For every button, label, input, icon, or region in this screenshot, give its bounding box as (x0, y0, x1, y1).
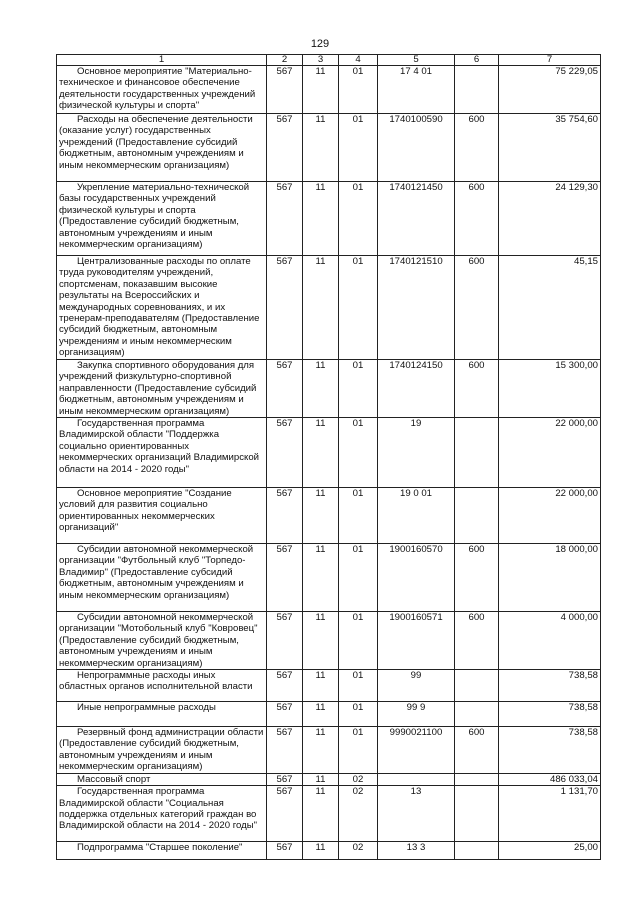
cell-section: 11 (303, 360, 339, 418)
cell-ministry: 567 (267, 114, 303, 182)
row-description: Расходы на обеспечение деятельности (оказание услуг) государственных учреждений (Предоставление субсидий бюджетным, автономным учреждениям и иным некоммерческим организациям) (57, 114, 267, 182)
cell-expense-type: 600 (455, 544, 499, 612)
cell-expense-type (455, 702, 499, 727)
cell-subsection: 01 (339, 612, 378, 670)
table-row (57, 256, 601, 360)
cell-expense-type (455, 842, 499, 860)
cell-amount: 75 229,05 (499, 66, 601, 114)
table-row (57, 360, 601, 418)
cell-ministry: 567 (267, 670, 303, 702)
row-description: Субсидии автономной некоммерческой организации "Мотобольный клуб "Ковровец" (Предоставление субсидий бюджетным, автономным учреждениям и иным некоммерческим организациям) (57, 612, 267, 670)
col-header-7: 7 (499, 55, 601, 66)
cell-ministry: 567 (267, 418, 303, 488)
cell-amount: 4 000,00 (499, 612, 601, 670)
row-description: Закупка спортивного оборудования для учреждений физкультурно-спортивной направленности (Предоставление субсидий бюджетным, автономным учреждениям и иным некоммерческим организациям) (57, 360, 267, 418)
cell-expense-type (455, 670, 499, 702)
cell-expense-type (455, 418, 499, 488)
cell-amount: 486 033,04 (499, 773, 601, 785)
cell-target-item (378, 773, 455, 785)
table-row (57, 544, 601, 612)
table-body (57, 66, 601, 860)
cell-target-item: 19 (378, 418, 455, 488)
cell-section: 11 (303, 488, 339, 544)
cell-section: 11 (303, 702, 339, 727)
cell-target-item: 1740100590 (378, 114, 455, 182)
cell-amount: 22 000,00 (499, 488, 601, 544)
cell-subsection: 02 (339, 786, 378, 842)
cell-subsection: 01 (339, 727, 378, 774)
cell-subsection: 01 (339, 488, 378, 544)
cell-ministry: 567 (267, 702, 303, 727)
cell-ministry: 567 (267, 786, 303, 842)
cell-section: 11 (303, 182, 339, 256)
table-row (57, 182, 601, 256)
row-description: Государственная программа Владимирской области "Социальная поддержка отдельных категорий граждан во Владимирской области на 2014 - 2020 годы" (57, 786, 267, 842)
cell-expense-type (455, 66, 499, 114)
row-description: Подпрограмма "Старшее поколение" (57, 842, 267, 860)
cell-subsection: 01 (339, 702, 378, 727)
cell-subsection: 01 (339, 66, 378, 114)
cell-section: 11 (303, 612, 339, 670)
cell-ministry: 567 (267, 612, 303, 670)
cell-section: 11 (303, 544, 339, 612)
table-row (57, 114, 601, 182)
page-number: 129 (310, 38, 330, 50)
col-header-5: 5 (378, 55, 455, 66)
cell-amount: 15 300,00 (499, 360, 601, 418)
cell-subsection: 01 (339, 114, 378, 182)
cell-target-item: 1740121510 (378, 256, 455, 360)
table-row (57, 612, 601, 670)
table-header (57, 55, 601, 66)
cell-target-item: 99 9 (378, 702, 455, 727)
col-header-3: 3 (303, 55, 339, 66)
table-row (57, 727, 601, 774)
row-description: Массовый спорт (57, 773, 267, 785)
row-description: Резервный фонд администрации области (Предоставление субсидий бюджетным, автономным учреждениям и иным некоммерческим организациям) (57, 727, 267, 774)
cell-section: 11 (303, 66, 339, 114)
row-description: Непрограммные расходы иных областных органов исполнительной власти (57, 670, 267, 702)
cell-expense-type: 600 (455, 256, 499, 360)
cell-ministry: 567 (267, 488, 303, 544)
cell-target-item: 1900160570 (378, 544, 455, 612)
cell-expense-type (455, 786, 499, 842)
cell-amount: 738,58 (499, 702, 601, 727)
row-description: Субсидии автономной некоммерческой организации "Футбольный клуб "Торпедо-Владимир" (Предоставление субсидий бюджетным, автономным учреждениям и иным некоммерческим организациям) (57, 544, 267, 612)
table-row (57, 670, 601, 702)
cell-section: 11 (303, 786, 339, 842)
cell-expense-type: 600 (455, 612, 499, 670)
cell-target-item: 99 (378, 670, 455, 702)
row-description: Централизованные расходы по оплате труда руководителям учреждений, спортсменам, показавшим высокие результаты на Всероссийских и международных соревнованиях, и их тренерам-преподавателям (Предоставление субсидий бюджетным, автономным учреждениям и иным некоммерческим организациям) (57, 256, 267, 360)
cell-ministry: 567 (267, 360, 303, 418)
cell-expense-type (455, 773, 499, 785)
cell-subsection: 02 (339, 773, 378, 785)
row-description: Государственная программа Владимирской области "Поддержка социально ориентированных некоммерческих организаций Владимирской области на 2014 - 2020 годы" (57, 418, 267, 488)
table-row (57, 66, 601, 114)
cell-ministry: 567 (267, 256, 303, 360)
row-description: Основное мероприятие "Материально-техническое и финансовое обеспечение деятельности государственных учреждений физической культуры и спорта" (57, 66, 267, 114)
col-header-1: 1 (57, 55, 267, 66)
cell-amount: 22 000,00 (499, 418, 601, 488)
cell-section: 11 (303, 418, 339, 488)
cell-amount: 45,15 (499, 256, 601, 360)
cell-subsection: 01 (339, 256, 378, 360)
cell-subsection: 02 (339, 842, 378, 860)
cell-subsection: 01 (339, 360, 378, 418)
col-header-2: 2 (267, 55, 303, 66)
table-row (57, 786, 601, 842)
cell-section: 11 (303, 842, 339, 860)
cell-amount: 18 000,00 (499, 544, 601, 612)
cell-target-item: 9990021100 (378, 727, 455, 774)
row-description: Основное мероприятие "Создание условий для развития социально ориентированных некоммерческих организаций" (57, 488, 267, 544)
row-description: Укрепление материально-технической базы государственных учреждений физической культуры и спорта (Предоставление субсидий бюджетным, автономным учреждениям и иным некоммерческим организациям) (57, 182, 267, 256)
cell-subsection: 01 (339, 544, 378, 612)
cell-section: 11 (303, 727, 339, 774)
cell-subsection: 01 (339, 182, 378, 256)
cell-ministry: 567 (267, 842, 303, 860)
header-row (57, 55, 601, 66)
table-row (57, 488, 601, 544)
cell-target-item: 1740124150 (378, 360, 455, 418)
table-row (57, 418, 601, 488)
cell-amount: 25,00 (499, 842, 601, 860)
cell-amount: 738,58 (499, 670, 601, 702)
cell-expense-type (455, 488, 499, 544)
cell-subsection: 01 (339, 670, 378, 702)
cell-section: 11 (303, 114, 339, 182)
cell-ministry: 567 (267, 544, 303, 612)
cell-ministry: 567 (267, 66, 303, 114)
cell-ministry: 567 (267, 727, 303, 774)
cell-amount: 35 754,60 (499, 114, 601, 182)
cell-target-item: 17 4 01 (378, 66, 455, 114)
cell-target-item: 1900160571 (378, 612, 455, 670)
cell-expense-type: 600 (455, 114, 499, 182)
table-row (57, 773, 601, 785)
cell-target-item: 19 0 01 (378, 488, 455, 544)
cell-target-item: 1740121450 (378, 182, 455, 256)
cell-target-item: 13 (378, 786, 455, 842)
budget-table (56, 54, 601, 860)
cell-amount: 738,58 (499, 727, 601, 774)
cell-expense-type: 600 (455, 182, 499, 256)
cell-amount: 24 129,30 (499, 182, 601, 256)
cell-expense-type: 600 (455, 727, 499, 774)
table-row (57, 842, 601, 860)
row-description: Иные непрограммные расходы (57, 702, 267, 727)
table-row (57, 702, 601, 727)
cell-section: 11 (303, 670, 339, 702)
col-header-4: 4 (339, 55, 378, 66)
cell-subsection: 01 (339, 418, 378, 488)
cell-amount: 1 131,70 (499, 786, 601, 842)
cell-ministry: 567 (267, 182, 303, 256)
cell-ministry: 567 (267, 773, 303, 785)
cell-expense-type: 600 (455, 360, 499, 418)
cell-section: 11 (303, 773, 339, 785)
cell-target-item: 13 3 (378, 842, 455, 860)
cell-section: 11 (303, 256, 339, 360)
col-header-6: 6 (455, 55, 499, 66)
